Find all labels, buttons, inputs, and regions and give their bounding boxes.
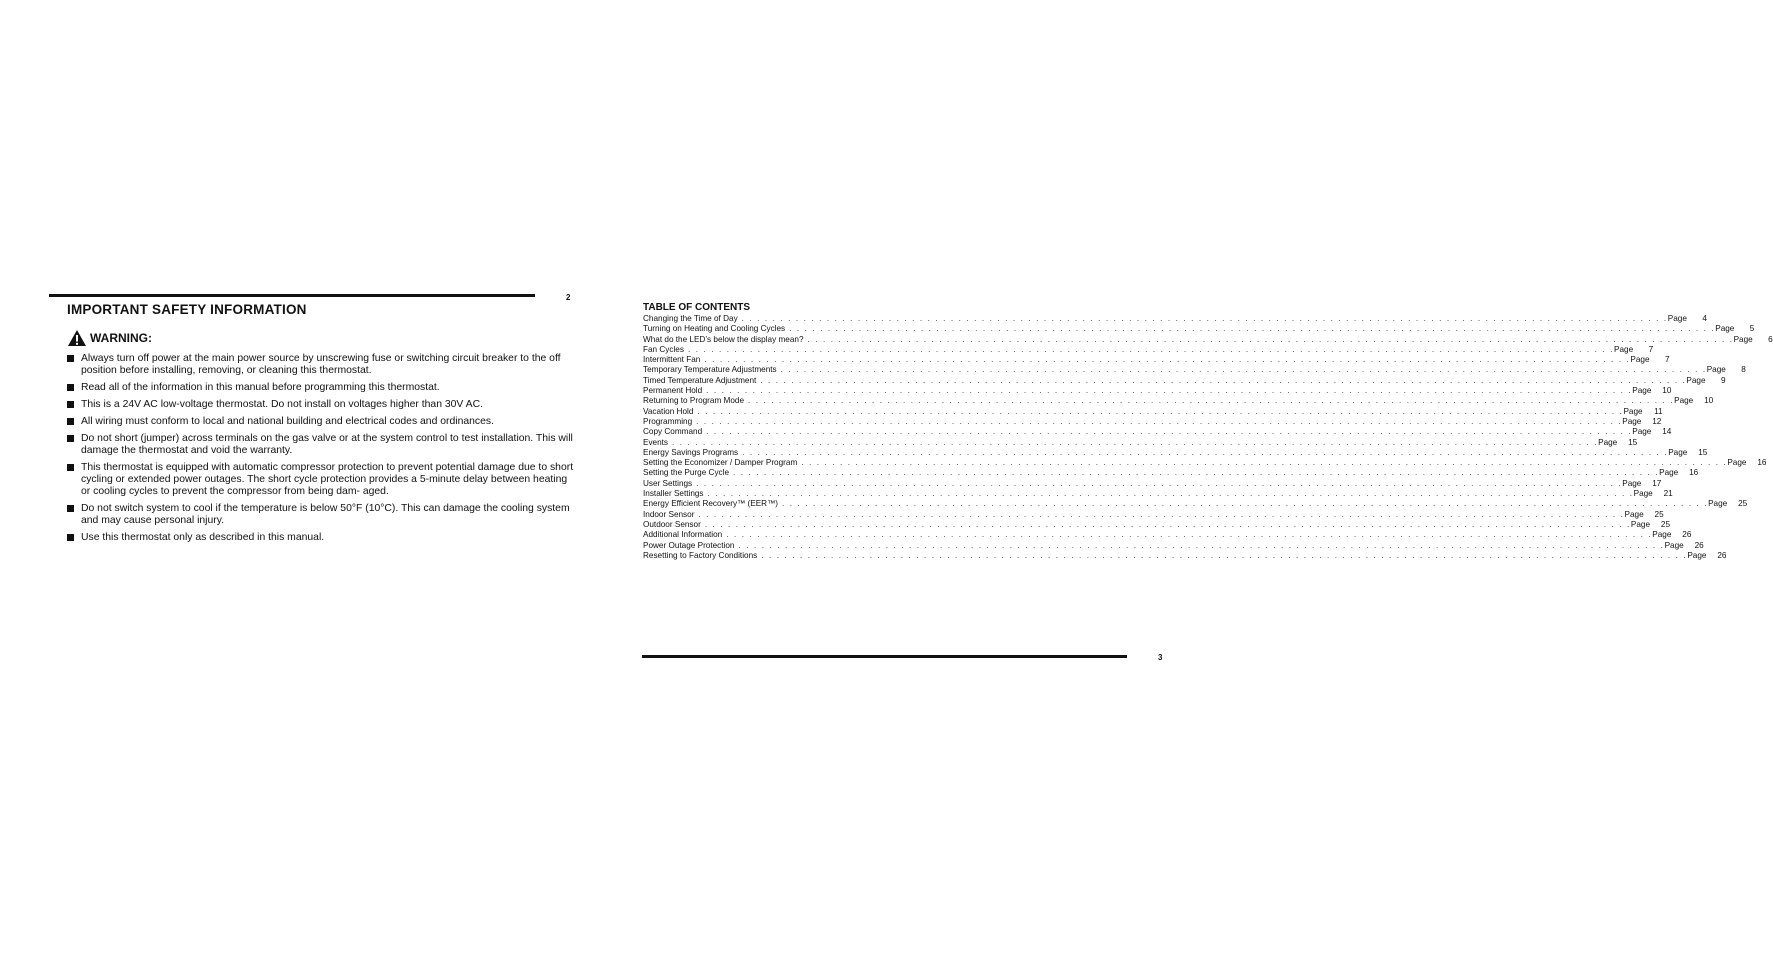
toc-entry: [643, 355, 1670, 365]
toc-page-number: 16: [1757, 458, 1767, 468]
toc-leader-dots: . . . . . . . . . . . . . . . . . . . . . . . . . . . . . . . . . . . . . . . . . . . . . . . . . . . . . . . . . . . . . . . . . . . . . . . . . . . . . . . . . . . . . . . . . . . . . . . . . . . . . . . . . . . . . . . . . . . . . . . .: [706, 427, 1633, 437]
toc-leader-dots: . . . . . . . . . . . . . . . . . . . . . . . . . . . . . . . . . . . . . . . . . . . . . . . . . . . . . . . . . . . . . . . . . . . . . . . . . . . . . . . . . . . . . . . . . . . . . . . . . . . . . . . . . . . . . . . . . . . . . . . .: [738, 540, 1665, 550]
safety-item: [67, 462, 579, 498]
safety-list: [67, 353, 579, 549]
toc-page-label: Page: [1674, 396, 1694, 406]
toc-page-number: 21: [1663, 489, 1673, 499]
toc-leader-dots: . . . . . . . . . . . . . . . . . . . . . . . . . . . . . . . . . . . . . . . . . . . . . . . . . . . . . . . . . . . . . . . . . . . . . . . . . . . . . . . . . . . . . . . . . . . . . . . . . . . . . . . . . . . . . . . . . . . . . . . .: [672, 437, 1599, 447]
toc-entry-title: Resetting to Factory Conditions: [643, 550, 758, 560]
toc-page-label: Page: [1686, 375, 1706, 385]
toc-entry: [643, 509, 1664, 520]
right-page: [617, 0, 1773, 954]
toc-page-label: Page: [1659, 468, 1679, 478]
toc-page-label: Page: [1614, 344, 1634, 354]
toc-page-number: 7: [1648, 344, 1654, 354]
toc-leader-dots: . . . . . . . . . . . . . . . . . . . . . . . . . . . . . . . . . . . . . . . . . . . . . . . . . . . . . . . . . . . . . . . . . . . . . . . . . . . . . . . . . . . . . . . . . . . . . . . . . . . . . . . . . . . . . . . . . . . . . . . .: [742, 447, 1669, 457]
toc-entry-title: Turning on Heating and Cooling Cycles: [643, 324, 786, 334]
toc-page-label: Page: [1668, 447, 1688, 457]
toc-entry-title: Events: [643, 437, 669, 447]
toc-page-label: Page: [1727, 458, 1747, 468]
toc-page-number: 10: [1704, 396, 1714, 406]
safety-item-text: This thermostat is equipped with automatic compressor protection to prevent potential damage due to short cycling or extended power outages. The short cycle protection provides a 5-minute delay between heating or cooling cycles to prevent the compressor from being dam- aged.: [81, 462, 574, 497]
bullet-square-icon: [67, 418, 74, 425]
toc-page-number: 11: [1654, 406, 1663, 416]
toc-entry-title: Power Outage Protection: [643, 540, 735, 550]
warning-triangle-icon: [67, 329, 87, 347]
toc-entry-title: Returning to Program Mode: [643, 396, 745, 406]
toc-page-label: Page: [1733, 334, 1753, 344]
toc-page-label: Page: [1687, 550, 1707, 560]
toc-leader-dots: . . . . . . . . . . . . . . . . . . . . . . . . . . . . . . . . . . . . . . . . . . . . . . . . . . . . . . . . . . . . . . . . . . . . . . . . . . . . . . . . . . . . . . . . . . . . . . . . . . . . . . . . . . . . . . . . . . . . . . . .: [704, 355, 1631, 365]
toc-entry: [643, 324, 1755, 334]
safety-item: [67, 382, 579, 394]
toc-leader-dots: . . . . . . . . . . . . . . . . . . . . . . . . . . . . . . . . . . . . . . . . . . . . . . . . . . . . . . . . . . . . . . . . . . . . . . . . . . . . . . . . . . . . . . . . . . . . . . . . . . . . . . . . . . . . . . . . . . . . . . . .: [726, 530, 1653, 540]
toc-entry: [643, 437, 1638, 448]
toc-leader-dots: . . . . . . . . . . . . . . . . . . . . . . . . . . . . . . . . . . . . . . . . . . . . . . . . . . . . . . . . . . . . . . . . . . . . . . . . . . . . . . . . . . . . . . . . . . . . . . . . . . . . . . . . . . . . . . . . . . . . . . . .: [696, 416, 1623, 426]
warning-heading: [67, 329, 152, 347]
toc-entry-title: Installer Settings: [643, 489, 704, 499]
toc-leader-dots: . . . . . . . . . . . . . . . . . . . . . . . . . . . . . . . . . . . . . . . . . . . . . . . . . . . . . . . . . . . . . . . . . . . . . . . . . . . . . . . . . . . . . . . . . . . . . . . . . . . . . . . . . . . . . . . . . . . . . . . .: [780, 365, 1707, 375]
toc-entry: [643, 519, 1671, 530]
safety-item-text: Do not switch system to cool if the temperature is below 50°F (10°C). This can damage the cooling system and may cause personal injury.: [81, 503, 570, 526]
toc-entry: [643, 386, 1672, 396]
toc-entry: [643, 447, 1708, 458]
page-number: 3: [1158, 653, 1163, 662]
toc-entry: [643, 375, 1726, 386]
toc-entry-title: Permanent Hold: [643, 386, 703, 396]
toc-page-number: 17: [1652, 478, 1662, 488]
safety-item: [67, 416, 579, 428]
toc-title: TABLE OF CONTENTS: [643, 302, 751, 313]
toc-entry-title: Fan Cycles: [643, 344, 684, 354]
toc-page-number: 15: [1628, 437, 1638, 447]
toc-entry-title: Intermittent Fan: [643, 355, 701, 365]
toc-page-number: 26: [1682, 530, 1692, 540]
toc-page-number: 5: [1749, 324, 1755, 334]
toc-page-number: 9: [1720, 375, 1726, 385]
toc-entry: [643, 540, 1704, 551]
toc-entry-title: Energy Savings Programs: [643, 447, 739, 457]
toc-page-label: Page: [1715, 324, 1735, 334]
bullet-square-icon: [67, 435, 74, 442]
toc-page-label: Page: [1667, 314, 1687, 323]
safety-item: [67, 353, 579, 377]
toc-leader-dots: . . . . . . . . . . . . . . . . . . . . . . . . . . . . . . . . . . . . . . . . . . . . . . . . . . . . . . . . . . . . . . . . . . . . . . . . . . . . . . . . . . . . . . . . . . . . . . . . . . . . . . . . . . . . . . . . . . . . . . . .: [696, 478, 1623, 488]
toc-entry: [643, 396, 1714, 406]
bullet-square-icon: [67, 401, 74, 408]
toc-entry: [643, 550, 1727, 561]
toc-entry: [643, 365, 1746, 375]
toc-page-number: 4: [1702, 314, 1707, 323]
toc-entry-title: Vacation Hold: [643, 406, 694, 416]
toc-leader-dots: . . . . . . . . . . . . . . . . . . . . . . . . . . . . . . . . . . . . . . . . . . . . . . . . . . . . . . . . . . . . . . . . . . . . . . . . . . . . . . . . . . . . . . . . . . . . . . . . . . . . . . . . . . . . . . . . . . . . . . . .: [707, 489, 1634, 499]
toc-page-label: Page: [1706, 365, 1726, 375]
toc-entry-title: Copy Command: [643, 427, 703, 437]
toc-list: [643, 314, 1773, 561]
toc-page-number: 14: [1662, 427, 1672, 437]
toc-page-label: Page: [1632, 427, 1652, 437]
toc-entry: [643, 344, 1654, 355]
toc-entry-title: User Settings: [643, 478, 693, 488]
toc-leader-dots: . . . . . . . . . . . . . . . . . . . . . . . . . . . . . . . . . . . . . . . . . . . . . . . . . . . . . . . . . . . . . . . . . . . . . . . . . . . . . . . . . . . . . . . . . . . . . . . . . . . . . . . . . . . . . . . . . . . . . . . .: [782, 499, 1709, 509]
toc-page-label: Page: [1622, 478, 1642, 488]
left-page: [0, 0, 617, 954]
toc-entry-title: Changing the Time of Day: [643, 314, 738, 323]
toc-entry: [643, 314, 1707, 324]
bottom-rule: [642, 655, 1127, 658]
toc-leader-dots: . . . . . . . . . . . . . . . . . . . . . . . . . . . . . . . . . . . . . . . . . . . . . . . . . . . . . . . . . . . . . . . . . . . . . . . . . . . . . . . . . . . . . . . . . . . . . . . . . . . . . . . . . . . . . . . . . . . . . . . .: [704, 519, 1631, 529]
toc-entry-title: Outdoor Sensor: [643, 519, 701, 529]
top-rule: [49, 294, 535, 297]
toc-page-number: 25: [1654, 509, 1664, 519]
toc-entry-title: Additional Information: [643, 530, 723, 540]
toc-page-label: Page: [1623, 406, 1643, 416]
toc-page-label: Page: [1622, 416, 1642, 426]
bullet-square-icon: [67, 355, 74, 362]
toc-entry: [643, 489, 1673, 499]
toc-leader-dots: . . . . . . . . . . . . . . . . . . . . . . . . . . . . . . . . . . . . . . . . . . . . . . . . . . . . . . . . . . . . . . . . . . . . . . . . . . . . . . . . . . . . . . . . . . . . . . . . . . . . . . . . . . . . . . . . . . . . . . . .: [748, 396, 1675, 406]
safety-item-text: Always turn off power at the main power source by unscrewing fuse or switching circuit breaker to the off position before installing, removing, or cleaning this thermostat.: [81, 353, 561, 376]
safety-item: [67, 433, 579, 457]
toc-entry-title: Setting the Purge Cycle: [643, 468, 730, 478]
toc-entry: [643, 478, 1662, 489]
toc-page-label: Page: [1624, 509, 1644, 519]
toc-entry: [643, 468, 1699, 478]
toc-leader-dots: . . . . . . . . . . . . . . . . . . . . . . . . . . . . . . . . . . . . . . . . . . . . . . . . . . . . . . . . . . . . . . . . . . . . . . . . . . . . . . . . . . . . . . . . . . . . . . . . . . . . . . . . . . . . . . . . . . . . . . . .: [741, 314, 1668, 323]
toc-leader-dots: . . . . . . . . . . . . . . . . . . . . . . . . . . . . . . . . . . . . . . . . . . . . . . . . . . . . . . . . . . . . . . . . . . . . . . . . . . . . . . . . . . . . . . . . . . . . . . . . . . . . . . . . . . . . . . . . . . . . . . . .: [801, 458, 1728, 468]
toc-page-label: Page: [1664, 540, 1684, 550]
toc-leader-dots: . . . . . . . . . . . . . . . . . . . . . . . . . . . . . . . . . . . . . . . . . . . . . . . . . . . . . . . . . . . . . . . . . . . . . . . . . . . . . . . . . . . . . . . . . . . . . . . . . . . . . . . . . . . . . . . . . . . . . . . .: [760, 375, 1687, 385]
toc-leader-dots: . . . . . . . . . . . . . . . . . . . . . . . . . . . . . . . . . . . . . . . . . . . . . . . . . . . . . . . . . . . . . . . . . . . . . . . . . . . . . . . . . . . . . . . . . . . . . . . . . . . . . . . . . . . . . . . . . . . . . . . .: [761, 550, 1688, 560]
toc-page-number: 7: [1664, 355, 1670, 365]
toc-page-number: 25: [1660, 519, 1671, 529]
toc-page-label: Page: [1652, 530, 1672, 540]
toc-entry: [643, 458, 1767, 468]
toc-page-number: 16: [1689, 468, 1699, 478]
toc-entry: [643, 416, 1662, 427]
safety-item-text: Use this thermostat only as described in this manual.: [81, 532, 325, 543]
toc-page-number: 10: [1662, 386, 1672, 396]
toc-page-label: Page: [1598, 437, 1618, 447]
toc-entry-title: Setting the Economizer / Damper Program: [643, 458, 798, 468]
toc-page-number: 15: [1698, 447, 1708, 457]
warning-label: WARNING:: [90, 331, 152, 345]
toc-leader-dots: . . . . . . . . . . . . . . . . . . . . . . . . . . . . . . . . . . . . . . . . . . . . . . . . . . . . . . . . . . . . . . . . . . . . . . . . . . . . . . . . . . . . . . . . . . . . . . . . . . . . . . . . . . . . . . . . . . . . . . . .: [733, 468, 1660, 478]
safety-item-text: Read all of the information in this manual before programming this thermostat.: [81, 382, 440, 393]
toc-page-label: Page: [1708, 499, 1728, 509]
bullet-square-icon: [67, 505, 74, 512]
safety-item: [67, 532, 579, 544]
toc-entry-title: Indoor Sensor: [643, 509, 695, 519]
toc-entry: [643, 530, 1692, 540]
toc-entry-title: Timed Temperature Adjustment: [643, 375, 757, 385]
page-number: 2: [566, 293, 571, 302]
safety-item: [67, 399, 579, 411]
toc-entry: [643, 334, 1773, 345]
toc-page-number: 12: [1652, 416, 1662, 426]
toc-page-label: Page: [1630, 519, 1651, 529]
toc-page-number: 26: [1717, 550, 1727, 560]
toc-leader-dots: . . . . . . . . . . . . . . . . . . . . . . . . . . . . . . . . . . . . . . . . . . . . . . . . . . . . . . . . . . . . . . . . . . . . . . . . . . . . . . . . . . . . . . . . . . . . . . . . . . . . . . . . . . . . . . . . . . . . . . . .: [687, 344, 1615, 354]
toc-page-label: Page: [1632, 386, 1652, 396]
toc-entry: [643, 406, 1663, 417]
toc-entry-title: Programming: [643, 416, 693, 426]
bullet-square-icon: [67, 534, 74, 541]
toc-page-number: 8: [1741, 365, 1746, 375]
page-title: IMPORTANT SAFETY INFORMATION: [67, 302, 307, 317]
toc-leader-dots: . . . . . . . . . . . . . . . . . . . . . . . . . . . . . . . . . . . . . . . . . . . . . . . . . . . . . . . . . . . . . . . . . . . . . . . . . . . . . . . . . . . . . . . . . . . . . . . . . . . . . . . . . . . . . . . . . . . . . . . .: [789, 324, 1716, 334]
toc-entry: [643, 427, 1672, 437]
bullet-square-icon: [67, 464, 74, 471]
toc-leader-dots: . . . . . . . . . . . . . . . . . . . . . . . . . . . . . . . . . . . . . . . . . . . . . . . . . . . . . . . . . . . . . . . . . . . . . . . . . . . . . . . . . . . . . . . . . . . . . . . . . . . . . . . . . . . . . . . . . . . . . . . .: [706, 386, 1633, 396]
toc-page-number: 26: [1694, 540, 1704, 550]
toc-entry-title: Energy Efficient Recovery™ (EER™): [643, 499, 778, 509]
toc-leader-dots: . . . . . . . . . . . . . . . . . . . . . . . . . . . . . . . . . . . . . . . . . . . . . . . . . . . . . . . . . . . . . . . . . . . . . . . . . . . . . . . . . . . . . . . . . . . . . . . . . . . . . . . . . . . . . . . . . . . . . . . .: [807, 334, 1734, 344]
toc-page-number: 25: [1738, 499, 1748, 509]
toc-page-label: Page: [1630, 355, 1650, 365]
safety-item: [67, 503, 579, 527]
safety-item-text: All wiring must conform to local and national building and electrical codes and ordinances.: [81, 416, 494, 427]
toc-page-number: 6: [1768, 334, 1773, 344]
toc-leader-dots: . . . . . . . . . . . . . . . . . . . . . . . . . . . . . . . . . . . . . . . . . . . . . . . . . . . . . . . . . . . . . . . . . . . . . . . . . . . . . . . . . . . . . . . . . . . . . . . . . . . . . . . . . . . . . . . . . . . . . . . .: [697, 406, 1624, 416]
toc-entry-title: Temporary Temperature Adjustments: [643, 365, 777, 375]
toc-page-label: Page: [1633, 489, 1653, 499]
safety-item-text: Do not short (jumper) across terminals on the gas valve or at the system control to test installation. This will damage the thermostat and void the warranty.: [81, 433, 573, 456]
toc-leader-dots: . . . . . . . . . . . . . . . . . . . . . . . . . . . . . . . . . . . . . . . . . . . . . . . . . . . . . . . . . . . . . . . . . . . . . . . . . . . . . . . . . . . . . . . . . . . . . . . . . . . . . . . . . . . . . . . . . . . . . . . .: [698, 509, 1625, 519]
toc-entry: [643, 499, 1748, 509]
bullet-square-icon: [67, 384, 74, 391]
toc-entry-title: What do the LED’s below the display mean?: [643, 334, 804, 344]
safety-item-text: This is a 24V AC low-voltage thermostat. Do not install on voltages higher than 30V AC.: [81, 399, 483, 410]
